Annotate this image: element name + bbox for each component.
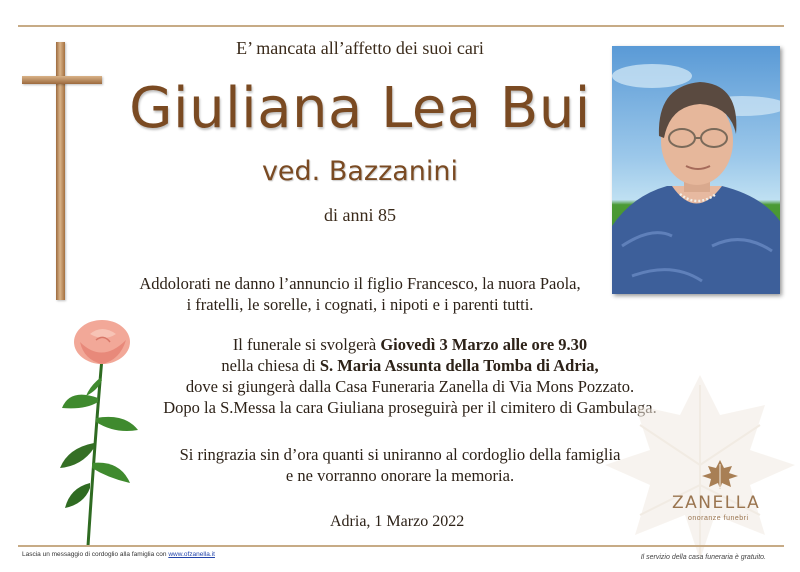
announcement-line: i fratelli, le sorelle, i cognati, i nipoti e i parenti tutti. xyxy=(186,295,534,314)
announcement-text xyxy=(110,273,610,315)
zanella-logo-text: ZANELLA xyxy=(672,493,761,513)
funeral-line xyxy=(140,334,680,355)
portrait-photo xyxy=(612,46,780,294)
website-link[interactable]: www.ofzanella.it xyxy=(168,551,215,558)
funeral-details xyxy=(140,334,680,418)
top-divider xyxy=(18,25,784,27)
footer-note: Il servizio della casa funeraria è gratuito. xyxy=(640,554,766,561)
thanks-line: Si ringrazia sin d’ora quanti si uniranno al cordoglio della famiglia xyxy=(179,445,621,464)
age-text: di anni 85 xyxy=(324,205,396,225)
thanks-text xyxy=(150,444,650,486)
zanella-logo-subtitle: onoranze funebri xyxy=(688,515,749,522)
funeral-line: Dopo la S.Messa la cara Giuliana proseguirà per il cimitero di Gambulaga. xyxy=(163,398,657,417)
funeral-line: dove si giungerà dalla Casa Funeraria Zanella di Via Mons Pozzato. xyxy=(185,377,635,396)
cross-icon-bar xyxy=(22,76,102,84)
zanella-logo-icon xyxy=(700,458,740,490)
thanks-line: e ne vorranno onorare la memoria. xyxy=(285,466,515,485)
footer-message xyxy=(22,551,215,558)
funeral-text: nella chiesa di xyxy=(221,356,320,375)
funeral-text: Il funerale si svolgerà xyxy=(232,335,381,354)
church-name: S. Maria Assunta della Tomba di Adria, xyxy=(319,356,599,375)
funeral-line xyxy=(140,355,680,376)
date-place: Adria, 1 Marzo 2022 xyxy=(330,513,465,530)
announcement-line: Addolorati ne danno l’annuncio il figlio Francesco, la nuora Paola, xyxy=(139,274,581,293)
rose-icon xyxy=(40,318,150,546)
deceased-name: Giuliana Lea Bui xyxy=(129,76,591,141)
footer-message-text: Lascia un messaggio di cordoglio alla famiglia con xyxy=(22,551,169,558)
intro-text: E’ mancata all’affetto dei suoi cari xyxy=(236,38,484,58)
funeral-datetime: Giovedì 3 Marzo alle ore 9.30 xyxy=(380,335,588,354)
bottom-divider xyxy=(18,545,784,547)
married-name: ved. Bazzanini xyxy=(261,156,459,187)
